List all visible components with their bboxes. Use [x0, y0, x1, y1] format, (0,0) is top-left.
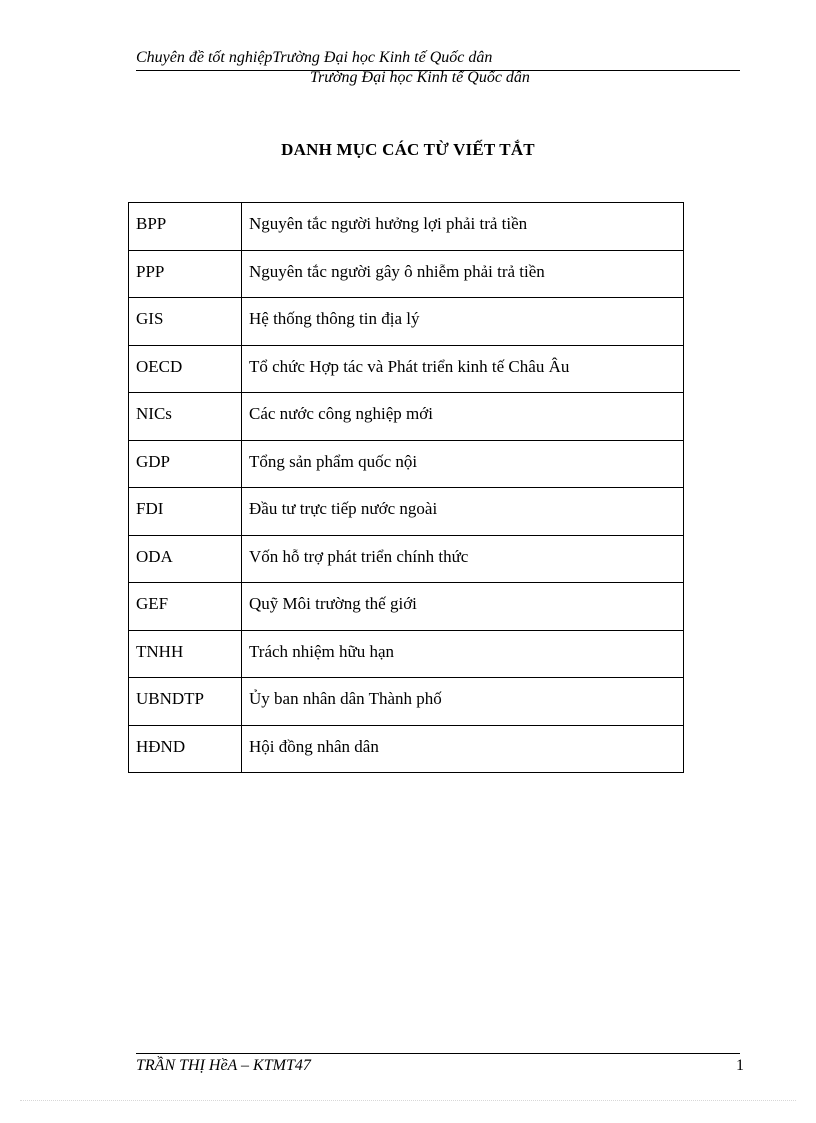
abbreviation-code: FDI: [129, 488, 242, 536]
abbreviation-code: GDP: [129, 440, 242, 488]
abbreviation-meaning: Nguyên tắc người hưởng lợi phải trả tiền: [242, 203, 684, 251]
abbreviation-code: UBNDTP: [129, 678, 242, 726]
abbreviation-code: NICs: [129, 393, 242, 441]
abbreviation-code: PPP: [129, 250, 242, 298]
table-row: [129, 440, 684, 488]
footer-author: TRẦN THỊ HềA – KTMT47: [136, 1057, 311, 1074]
table-row: [129, 535, 684, 583]
abbreviation-meaning: Tổ chức Hợp tác và Phát triển kinh tế Châu Âu: [242, 345, 684, 393]
table-row: [129, 393, 684, 441]
abbreviation-code: BPP: [129, 203, 242, 251]
abbreviation-code: ODA: [129, 535, 242, 583]
abbreviation-code: HĐND: [129, 725, 242, 773]
abbreviation-meaning: Các nước công nghiệp mới: [242, 393, 684, 441]
page-title: DANH MỤC CÁC TỪ VIẾT TẮT: [281, 140, 535, 159]
abbreviation-code: GIS: [129, 298, 242, 346]
abbreviation-meaning: Vốn hỗ trợ phát triển chính thức: [242, 535, 684, 583]
footer-rule: [136, 1053, 740, 1054]
page-edge-divider: [20, 1100, 796, 1101]
abbreviation-meaning: Hệ thống thông tin địa lý: [242, 298, 684, 346]
table-row: [129, 250, 684, 298]
abbreviation-meaning: Trách nhiệm hữu hạn: [242, 630, 684, 678]
table-row: [129, 725, 684, 773]
table-row: [129, 488, 684, 536]
abbreviation-table: [128, 202, 684, 773]
table-row: [129, 298, 684, 346]
abbreviation-meaning: Quỹ Môi trường thế giới: [242, 583, 684, 631]
abbreviation-meaning: Ủy ban nhân dân Thành phố: [242, 678, 684, 726]
page-number: 1: [736, 1057, 744, 1074]
header-subtitle: Trường Đại học Kinh tế Quốc dân: [310, 69, 530, 86]
table-row: [129, 203, 684, 251]
abbreviation-meaning: Hội đồng nhân dân: [242, 725, 684, 773]
header-title: Chuyên đề tốt nghiệpTrường Đại học Kinh tế Quốc dân: [136, 49, 493, 66]
abbreviation-code: GEF: [129, 583, 242, 631]
abbreviation-code: TNHH: [129, 630, 242, 678]
abbreviation-meaning: Đầu tư trực tiếp nước ngoài: [242, 488, 684, 536]
table-row: [129, 345, 684, 393]
table-row: [129, 630, 684, 678]
table-row: [129, 678, 684, 726]
abbreviation-meaning: Nguyên tắc người gây ô nhiễm phải trả tiền: [242, 250, 684, 298]
table-row: [129, 583, 684, 631]
abbreviation-code: OECD: [129, 345, 242, 393]
abbreviation-meaning: Tổng sản phẩm quốc nội: [242, 440, 684, 488]
